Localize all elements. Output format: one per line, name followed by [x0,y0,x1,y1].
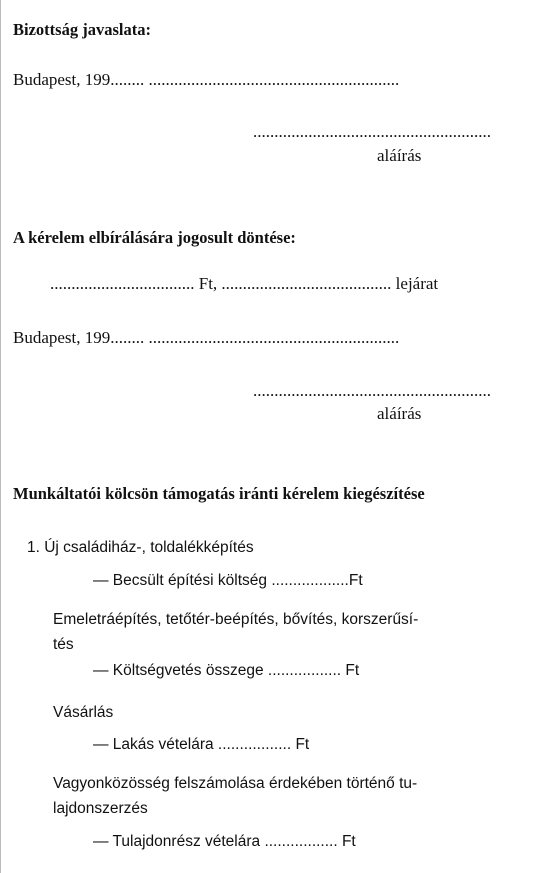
amount-expiry-line: .................................. Ft, ........................................ lejárat [50,274,439,293]
item-3-label: Vásárlás [53,704,114,721]
item-4-label-line-2: lajdonszerzés [53,800,148,817]
supplement-heading: Munkáltatói kölcsön támogatás iránti kérelem kiegészítése [13,484,425,503]
item-2-label-line-1: Emeletráépítés, tetőtér-beépítés, bővítés, korszerűsí- [53,611,419,628]
item-2-cost-line: — Költségvetés összege ................. Ft [93,662,360,679]
item-1-cost-line: — Becsült építési költség ..................Ft [93,572,363,589]
decision-heading: A kérelem elbírálására jogosult döntése: [13,228,296,247]
item-4-label-line-1: Vagyonközösség felszámolása érdekében történő tu- [53,775,418,792]
item-4-cost-line: — Tulajdonrész vételára ................. Ft [93,833,356,850]
item-1-label: 1. Új családiház-, toldalékképítés [27,539,254,556]
signature-dots-1: ........................................................ [253,122,491,141]
place-date-line-2: Budapest, 199........ ........................................................... [13,328,400,347]
signature-dots-2: ........................................................ [253,381,491,400]
committee-proposal-heading: Bizottság javaslata: [13,20,151,39]
signature-label-1: aláírás [377,146,422,165]
page-edge-rule [0,0,1,873]
item-2-label-line-2: tés [53,636,74,653]
signature-label-2: aláírás [377,404,422,423]
place-date-line-1: Budapest, 199........ ........................................................... [13,70,400,89]
item-3-cost-line: — Lakás vételára ................. Ft [93,736,310,753]
